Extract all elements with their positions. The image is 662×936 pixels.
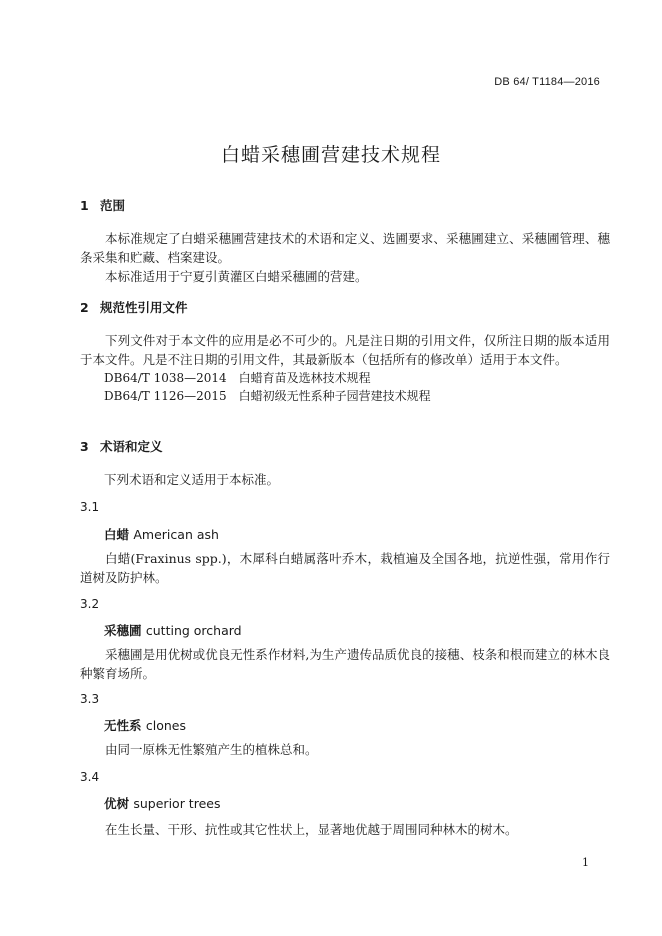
reference-title: 白蜡初级无性系种子园营建技术规程 xyxy=(238,389,431,403)
term-number: 3.4 xyxy=(80,770,100,784)
paragraph: 下列文件对于本文件的应用是必不可少的。凡是注日期的引用文件，仅所注日期的版本适用于本文件。凡是不注日期的引用文件，其最新版本（包括所有的修改单）适用于本文件。 xyxy=(80,333,610,367)
term-definition xyxy=(80,740,610,759)
section-title: 术语和定义 xyxy=(100,439,163,454)
page-number: 1 xyxy=(582,856,589,869)
term-en: American ash xyxy=(133,527,219,542)
term-title xyxy=(104,794,220,812)
paragraph: 本标准规定了白蜡采穗圃营建技术的术语和定义、选圃要求、采穗圃建立、采穗圃管理、穗条采集和贮藏、档案建设。 xyxy=(80,231,610,265)
section-number: 1 xyxy=(80,198,89,213)
paragraph: 白蜡(Fraxinus spp.)，木犀科白蜡属落叶乔木，栽植遍及全国各地，抗逆性强，常用作行道树及防护林。 xyxy=(80,551,610,585)
term-definition xyxy=(80,645,610,683)
term-number: 3.3 xyxy=(80,692,100,706)
section-number: 2 xyxy=(80,300,89,315)
term-cn: 无性系 xyxy=(104,718,142,733)
term-number: 3.1 xyxy=(80,500,100,514)
section-3-heading xyxy=(80,437,163,455)
section-title: 范围 xyxy=(100,198,126,213)
term-title xyxy=(104,716,186,734)
term-en: cutting orchard xyxy=(145,623,242,638)
paragraph: 在生长量、干形、抗性或其它性状上，显著地优越于周围同种林木的树木。 xyxy=(105,822,518,837)
reference-item xyxy=(104,387,431,404)
paragraph: 采穗圃是用优树或优良无性系作材料,为生产遗传品质优良的接穗、枝条和根而建立的林木良种繁育场所。 xyxy=(80,647,610,681)
reference-code: DB64/T 1038—2014 xyxy=(104,371,227,385)
term-title xyxy=(104,525,219,543)
term-title xyxy=(104,621,242,639)
reference-title: 白蜡育苗及选林技术规程 xyxy=(238,371,371,385)
document-title: 白蜡采穗圃营建技术规程 xyxy=(220,144,441,166)
paragraph: 本标准适用于宁夏引黄灌区白蜡采穗圃的营建。 xyxy=(105,269,368,284)
section-1-body xyxy=(80,229,610,286)
section-title: 规范性引用文件 xyxy=(100,300,188,315)
term-cn: 白蜡 xyxy=(104,527,130,542)
paragraph: 由同一原株无性繁殖产生的植株总和。 xyxy=(105,742,318,757)
term-definition xyxy=(80,820,610,839)
reference-code: DB64/T 1126—2015 xyxy=(104,389,227,403)
term-en: superior trees xyxy=(133,796,221,811)
section-number: 3 xyxy=(80,439,89,454)
term-number: 3.2 xyxy=(80,597,100,611)
term-cn: 优树 xyxy=(104,796,130,811)
section-2-heading xyxy=(80,298,188,316)
term-en: clones xyxy=(145,718,186,733)
section-1-heading xyxy=(80,196,125,214)
standard-number: DB 64/ T1184—2016 xyxy=(494,76,600,88)
reference-item xyxy=(104,369,371,386)
section-2-body xyxy=(80,331,610,369)
term-cn: 采穗圃 xyxy=(104,623,142,638)
section-3-intro: 下列术语和定义适用于本标准。 xyxy=(104,472,280,487)
term-definition xyxy=(80,549,610,587)
